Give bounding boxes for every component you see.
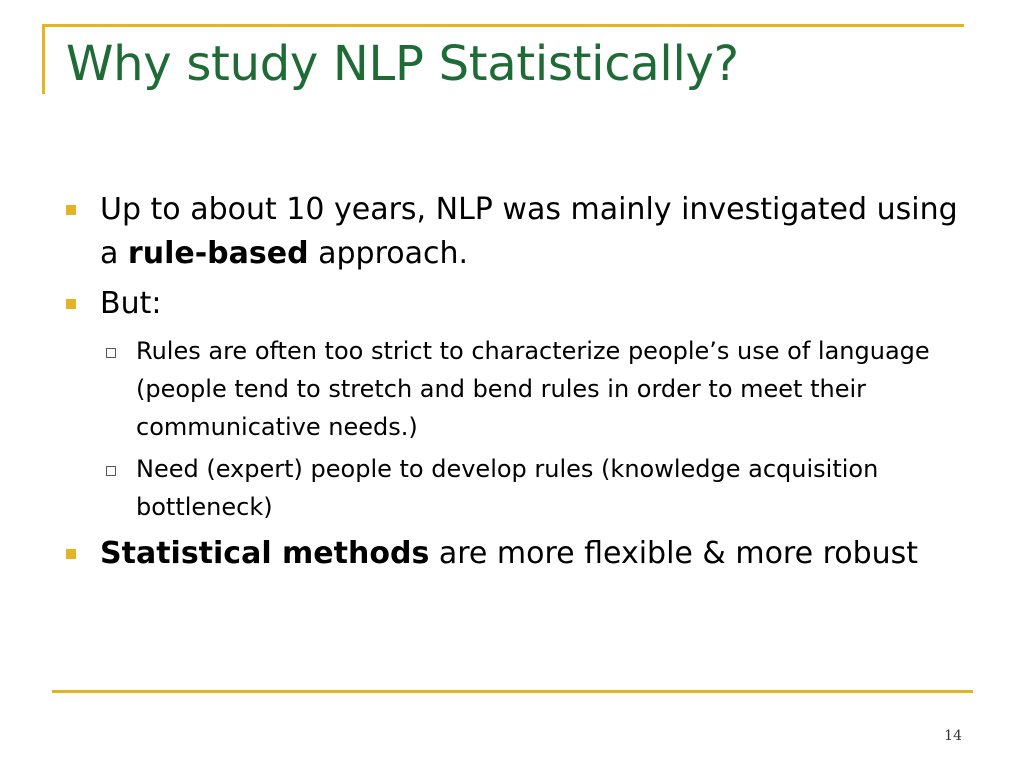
frame-left-rule (42, 24, 45, 94)
bullet-text: are more flexible & more robust (429, 536, 919, 571)
sub-bullet-rules-strict (62, 332, 982, 446)
bullet-bold-text: rule-based (127, 236, 309, 271)
frame-top-rule (43, 24, 964, 27)
sub-bullet-text: Rules are often too strict to characterize people’s use of language (people tend to stretch and bend rules in order to meet their communicative needs.) (136, 337, 930, 441)
square-bullet-icon (66, 299, 76, 309)
bullet-text: But: (100, 286, 162, 321)
page-number: 14 (944, 728, 962, 744)
slide-title: Why study NLP Statistically? (66, 36, 739, 92)
sub-bullet-text: Need (expert) people to develop rules (knowledge acquisition bottleneck) (136, 455, 879, 521)
hollow-square-bullet-icon (106, 466, 116, 476)
hollow-square-bullet-icon (106, 348, 116, 358)
sub-bullet-expert-people (62, 450, 982, 526)
bullet-bold-text: Statistical methods (100, 536, 430, 571)
square-bullet-icon (66, 205, 76, 215)
bullet-statistical-methods (62, 532, 982, 576)
frame-bottom-rule (52, 690, 973, 693)
bullet-but (62, 282, 982, 326)
bullet-rule-based (62, 188, 982, 276)
bullet-text: Up to about 10 years, NLP was mainly investigated using a (100, 192, 958, 271)
slide-body (62, 188, 982, 582)
bullet-text: approach. (308, 236, 469, 271)
square-bullet-icon (66, 549, 76, 559)
